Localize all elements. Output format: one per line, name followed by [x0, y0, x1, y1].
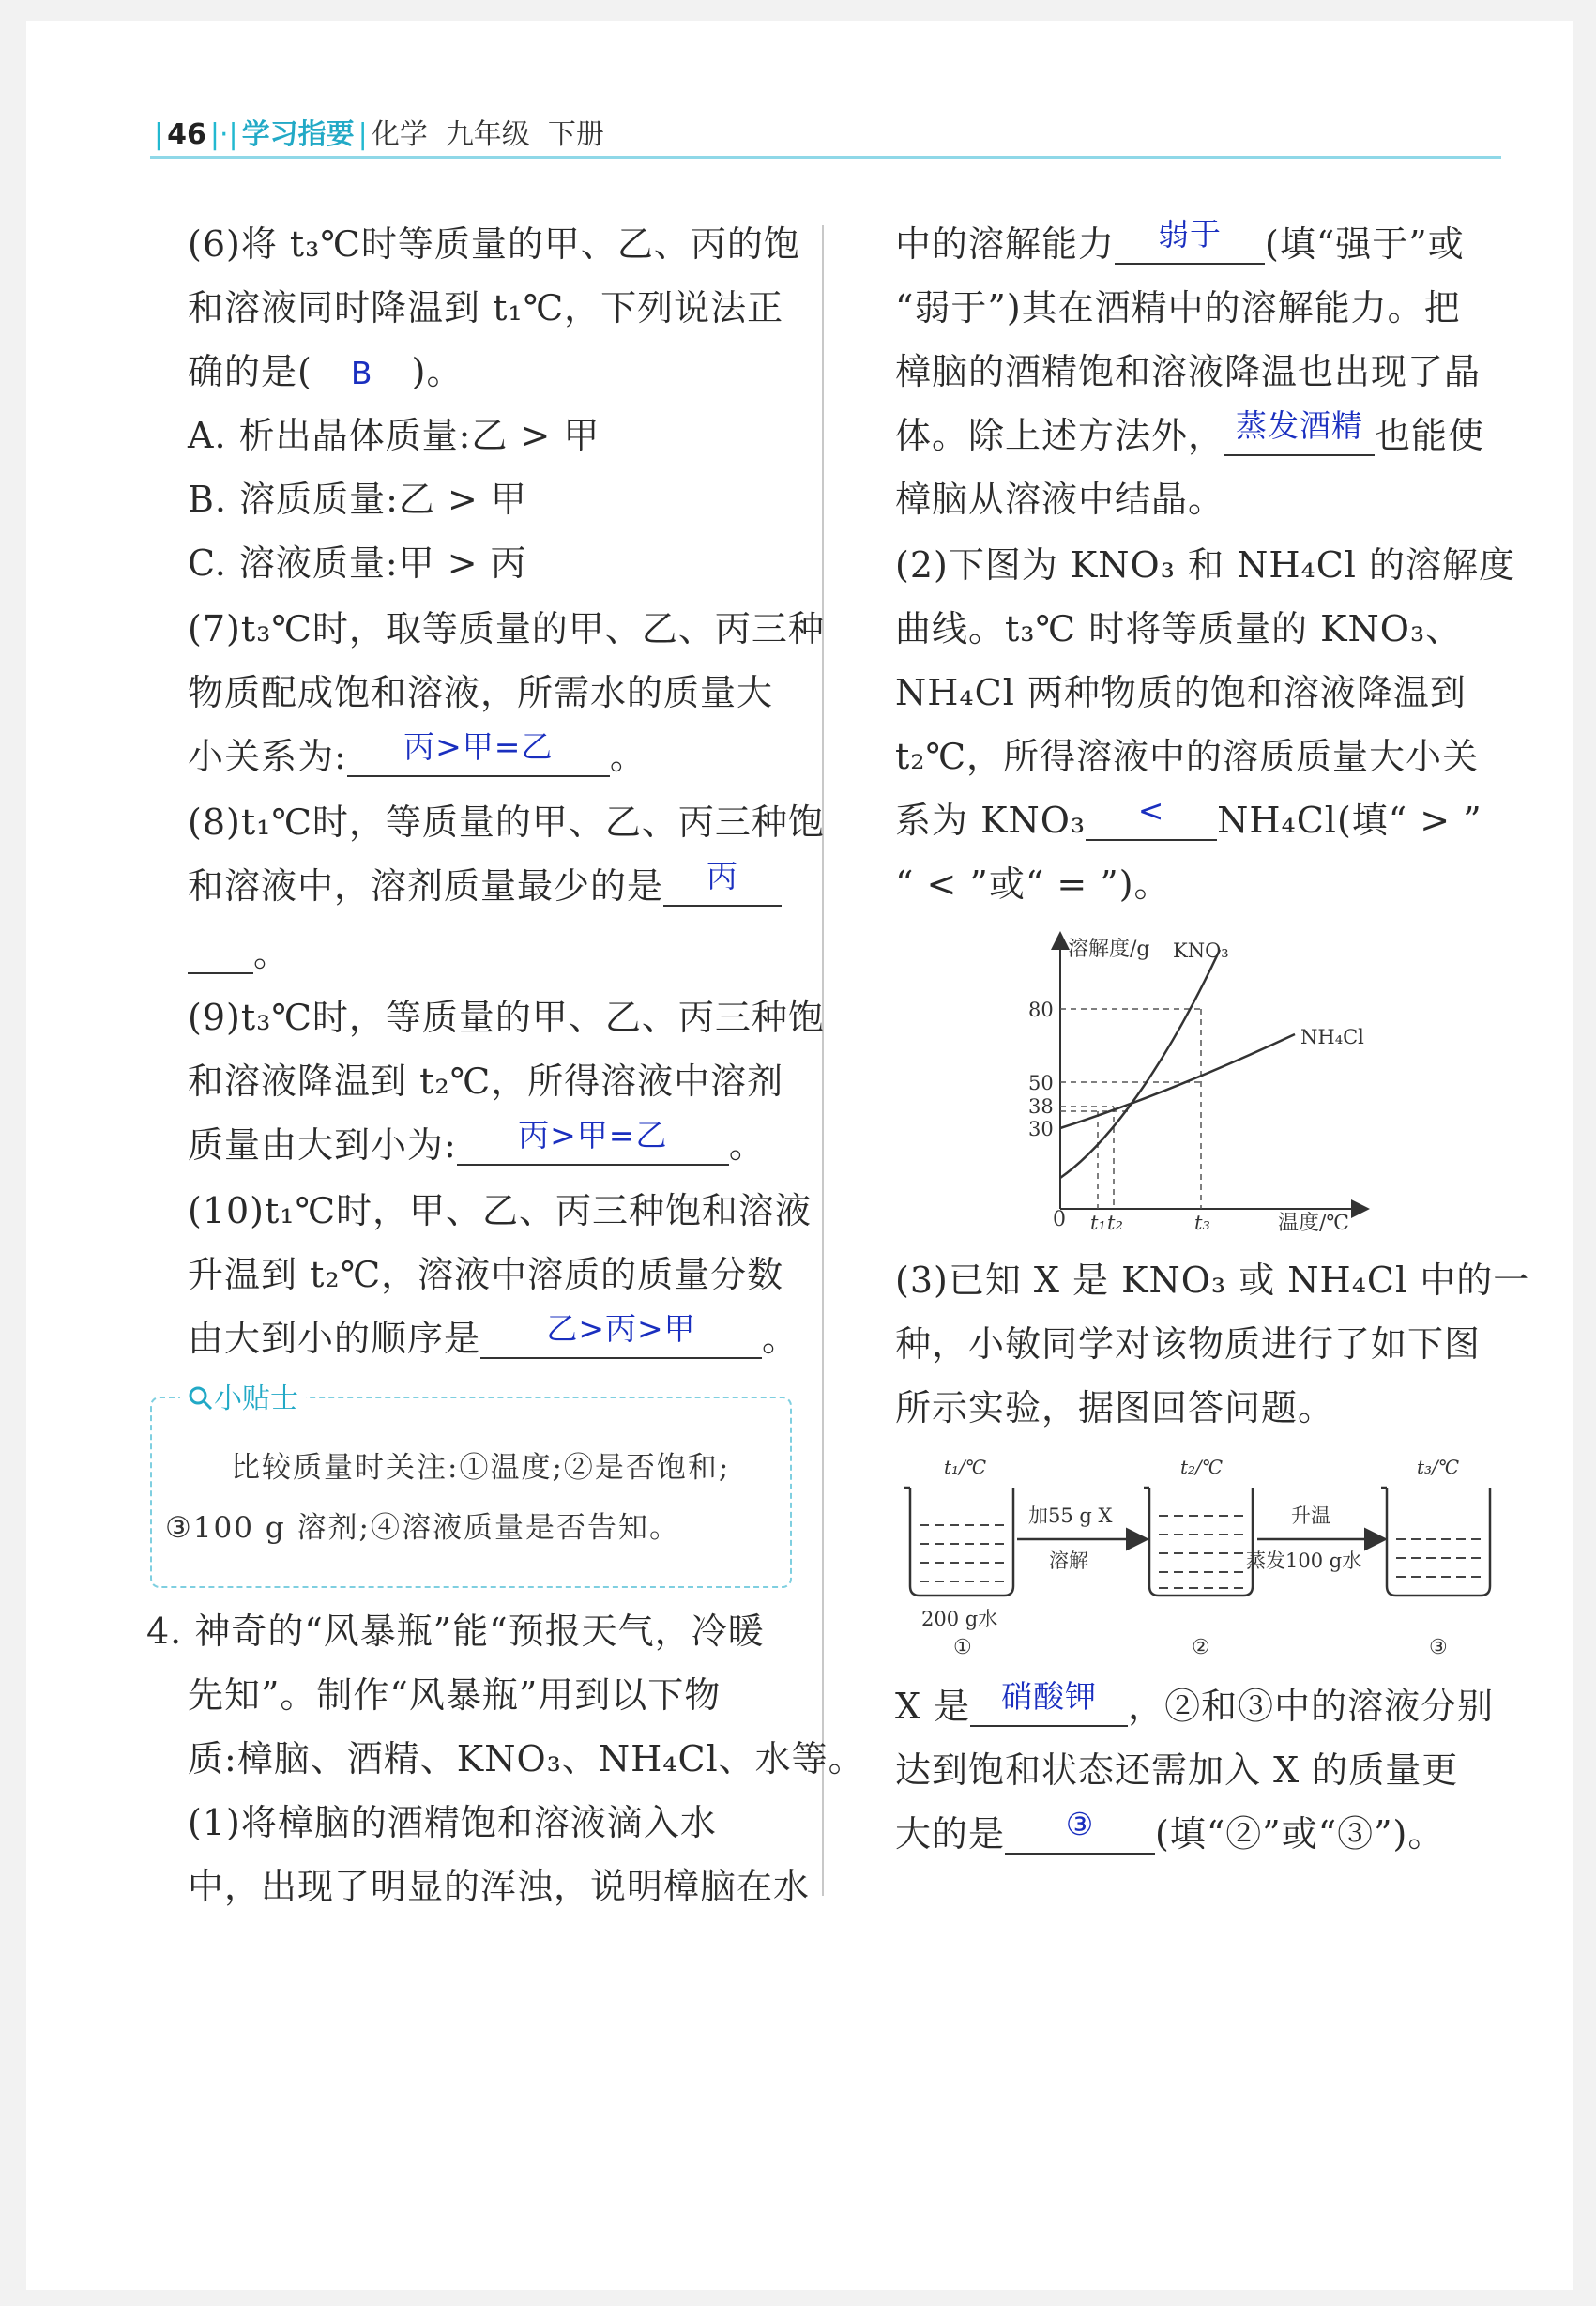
y-tick-80: 80 [1028, 999, 1054, 1021]
p1-line1: 中的溶解能力 弱于 (填“强于”或 [895, 216, 1465, 265]
q8-blank [663, 858, 782, 907]
q6-line3: 确的是( B )。 [188, 351, 464, 392]
p1-line2: “弱于”)其在酒精中的溶解能力。把 [895, 287, 1461, 328]
p3-line5: 达到饱和状态还需加入 X 的质量更 [895, 1749, 1459, 1791]
q8-line3: 。 [188, 933, 290, 974]
y-tick-50: 50 [1028, 1072, 1054, 1094]
q9-line2: 和溶液降温到 t₂℃，所得溶液中溶剂 [188, 1061, 784, 1102]
q7-line3: 小关系为: 丙>甲=乙 。 [188, 728, 646, 777]
p3-line6: 大的是 ③ (填“②”或“③”)。 [895, 1806, 1445, 1855]
p3-line4: X 是 硝酸钾 ，②和③中的溶液分别 [895, 1678, 1495, 1727]
p2-line1: (2)下图为 KNO₃ 和 NH₄Cl 的溶解度 [895, 544, 1516, 586]
beaker-1-label: 200 g水 [921, 1608, 998, 1630]
beaker-1-number: ① [953, 1636, 972, 1659]
q8-answer: 丙 [707, 858, 739, 894]
q9-blank [457, 1117, 729, 1166]
q10-answer: 乙>丙>甲 [546, 1310, 696, 1347]
q10-line2: 升温到 t₂℃，溶液中溶质的质量分数 [188, 1254, 784, 1295]
p2-blank [1086, 792, 1217, 841]
arrow-1-top-label: 加55 g X [1028, 1504, 1113, 1527]
p3-line2: 种，小敏同学对该物质进行了如下图 [895, 1323, 1482, 1365]
beaker-3 [1381, 1488, 1490, 1596]
q6-answer: B [350, 355, 373, 391]
arrow-2-bottom-label: 蒸发100 g水 [1246, 1550, 1362, 1572]
q4-line2: 先知”。制作“风暴瓶”用到以下物 [188, 1674, 722, 1716]
q9-answer: 丙>甲=乙 [518, 1117, 668, 1153]
x-tick-t2: t₂ [1107, 1212, 1123, 1234]
p2-line6: “ < ”或“ = ”)。 [895, 863, 1171, 905]
beaker-2-number: ② [1192, 1636, 1210, 1659]
p3-blank2 [1005, 1806, 1155, 1855]
p1-answer2: 蒸发酒精 [1236, 407, 1364, 444]
p1-line3: 樟脑的酒精饱和溶液降温也出现了晶 [895, 351, 1482, 392]
subject: 化学 [371, 118, 428, 151]
beaker-3-temp: t₃/℃ [1417, 1456, 1460, 1478]
arrow-2-top-label: 升温 [1291, 1504, 1330, 1527]
grade: 九年级 [445, 118, 530, 151]
q4-line4: (1)将樟脑的酒精饱和溶液滴入水 [188, 1802, 717, 1843]
arrow-1-bottom-label: 溶解 [1049, 1550, 1088, 1572]
x-axis-label: 温度/℃ [1278, 1212, 1350, 1235]
q7-line2: 物质配成饱和溶液，所需水的质量大 [188, 672, 774, 713]
q7-answer: 丙>甲=乙 [403, 728, 554, 765]
q7-line1: (7)t₃℃时，取等质量的甲、乙、丙三种 [188, 608, 825, 649]
q4-line5: 中，出现了明显的浑浊，说明樟脑在水 [188, 1866, 811, 1907]
beaker-3-number: ③ [1429, 1636, 1448, 1659]
kno3-curve [1060, 950, 1220, 1178]
tip-line2: ③100 g 溶剂;④溶液质量是否告知。 [165, 1511, 680, 1545]
y-tick-30: 30 [1028, 1118, 1054, 1140]
q8-line1: (8)t₁℃时，等质量的甲、乙、丙三种饱 [188, 802, 825, 843]
y-tick-38: 38 [1028, 1095, 1054, 1118]
q6-option-b: B. 溶质质量:乙 > 甲 [188, 479, 527, 520]
tip-line1: 比较质量时关注:①温度;②是否饱和; [231, 1451, 731, 1485]
q9-line1: (9)t₃℃时，等质量的甲、乙、丙三种饱 [188, 997, 825, 1038]
q4-line1: 4. 神奇的“风暴瓶”能“预报天气，冷暖 [146, 1611, 765, 1652]
p1-line5: 樟脑从溶液中结晶。 [895, 479, 1225, 520]
p2-line4: t₂℃，所得溶液中的溶质质量大小关 [895, 736, 1480, 777]
p1-line4: 体。除上述方法外， 蒸发酒精 也能使 [895, 407, 1485, 456]
p2-line2: 曲线。t₃℃ 时将等质量的 KNO₃、 [895, 608, 1463, 649]
tip-title: 小贴士 [180, 1375, 306, 1416]
section-title: 学习指要 [241, 118, 355, 151]
q10-line1: (10)t₁℃时，甲、乙、丙三种饱和溶液 [188, 1190, 813, 1231]
q9-line3: 质量由大到小为: 丙>甲=乙 。 [188, 1117, 766, 1166]
p3-answer1: 硝酸钾 [1001, 1678, 1098, 1715]
beaker-2-temp: t₂/℃ [1180, 1456, 1224, 1478]
nh4cl-label: NH₄Cl [1300, 1026, 1364, 1048]
column-divider [822, 225, 824, 1896]
beaker-1-temp: t₁/℃ [944, 1456, 987, 1478]
beaker-2 [1144, 1488, 1253, 1596]
p3-line1: (3)已知 X 是 KNO₃ 或 NH₄Cl 中的一 [895, 1260, 1530, 1301]
q6-line2: 和溶液同时降温到 t₁℃，下列说法正 [188, 287, 784, 328]
solubility-chart [1013, 929, 1389, 1248]
p3-blank1 [970, 1678, 1128, 1727]
p1-blank1 [1115, 216, 1265, 265]
p3-line3: 所示实验，据图回答问题。 [895, 1387, 1335, 1428]
q8-line2: 和溶液中，溶剂质量最少的是 丙 [188, 865, 782, 907]
x-tick-t1: t₁ [1090, 1212, 1106, 1234]
q6-option-a: A. 析出晶体质量:乙 > 甲 [188, 415, 600, 456]
origin-label: 0 [1053, 1208, 1066, 1231]
kno3-label: KNO₃ [1173, 939, 1229, 962]
p2-answer: < [1137, 792, 1165, 829]
page-header: | 46 |·| 学习指要 | 化学 九年级 下册 [154, 118, 604, 151]
experiment-diagram [891, 1445, 1492, 1671]
p1-blank2 [1224, 407, 1375, 456]
p3-answer2: ③ [1065, 1806, 1095, 1842]
p2-line5: 系为 KNO₃ < NH₄Cl(填“ > ” [895, 792, 1482, 841]
q6-option-c: C. 溶液质量:甲 > 丙 [188, 542, 527, 584]
x-tick-t3: t₃ [1194, 1212, 1210, 1234]
p1-answer1: 弱于 [1158, 216, 1223, 252]
p2-line3: NH₄Cl 两种物质的饱和溶液降温到 [895, 672, 1467, 713]
q4-line3: 质:樟脑、酒精、KNO₃、NH₄Cl、水等。 [188, 1738, 865, 1779]
tip-box [150, 1397, 792, 1588]
page-number: 46 [167, 118, 206, 151]
nh4cl-curve [1060, 1034, 1295, 1128]
y-axis-label: 溶解度/g [1068, 938, 1150, 961]
header-divider [150, 156, 1501, 159]
q10-blank [480, 1310, 762, 1359]
q10-line3: 由大到小的顺序是 乙>丙>甲 。 [188, 1310, 799, 1359]
beaker-1 [904, 1488, 1013, 1596]
magnifier-icon [188, 1385, 214, 1412]
volume: 下册 [547, 118, 604, 151]
q6-line1: (6)将 t₃℃时等质量的甲、乙、丙的饱 [188, 223, 800, 265]
